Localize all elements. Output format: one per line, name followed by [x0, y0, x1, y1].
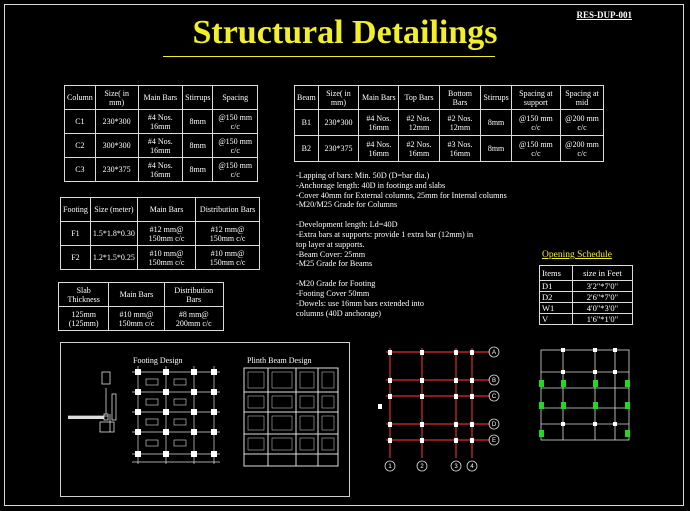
footing-plinth-drawings	[60, 342, 350, 497]
note-line: -Lapping of bars: Min. 50D (D=bar dia.)	[296, 171, 430, 180]
table-cell: @150 mm c/c	[511, 110, 560, 136]
table-cell: 230*375	[318, 136, 359, 162]
footing-table-header: Main Bars	[137, 198, 195, 222]
table-cell: 3'2"*7'0"	[572, 281, 632, 292]
footing-design-label: Footing Design	[133, 356, 183, 365]
table-cell: #2 Nos. 12mm	[439, 110, 481, 136]
note-line: -Footing Cover 50mm	[296, 288, 370, 298]
grid-col-label: 2	[420, 464, 424, 470]
beam-table-header: Beam	[295, 86, 319, 110]
grid-col-label: 4	[470, 464, 474, 470]
table-cell: #10 mm@ 150mm c/c	[137, 246, 195, 270]
footing-table-header: Size (meter)	[90, 198, 137, 222]
table-cell: C1	[65, 110, 96, 134]
column-table-header: Spacing	[213, 86, 258, 110]
table-cell: #12 mm@ 150mm c/c	[196, 222, 260, 246]
table-cell: #4 Nos. 16mm	[359, 136, 399, 162]
table-cell: C2	[65, 134, 96, 158]
schedule-header: Items	[540, 266, 573, 281]
table-cell: #3 Nos. 16mm	[439, 136, 481, 162]
slab-table-header: Main Bars	[109, 283, 164, 307]
table-cell: @150 mm c/c	[213, 134, 258, 158]
slab-table	[58, 282, 224, 331]
table-cell: B2	[295, 136, 319, 162]
column-table-header: Main Bars	[138, 86, 183, 110]
beam-table-header: Spacing at mid	[561, 86, 604, 110]
table-cell: V	[540, 314, 573, 325]
footing-table	[60, 197, 260, 270]
table-cell: D2	[540, 292, 573, 303]
table-cell: #2 Nos. 16mm	[399, 136, 439, 162]
footing-table-header: Footing	[61, 198, 91, 222]
schedule-header: size in Feet	[572, 266, 632, 281]
note-line: -M25 Grade for Beams	[296, 259, 373, 269]
table-cell: @200 mm c/c	[561, 136, 604, 162]
beam-table	[294, 85, 604, 162]
note-line: -Cover 40mm for External columns, 25mm for Internal columns	[296, 190, 507, 200]
general-notes	[296, 171, 536, 318]
grid-col-label: 3	[454, 464, 458, 470]
table-cell: #8 mm@ 200mm c/c	[164, 307, 223, 331]
note-line: columns (40D anchorage)	[296, 308, 382, 318]
beam-table-header: Size( in mm)	[318, 86, 359, 110]
plinth-beam-design-label: Plinth Beam Design	[247, 356, 312, 365]
table-cell: F1	[61, 222, 91, 246]
table-cell: #4 Nos. 16mm	[138, 134, 183, 158]
table-cell: #4 Nos. 16mm	[359, 110, 399, 136]
table-cell: #4 Nos. 16mm	[138, 158, 183, 182]
grid-col-label: 1	[388, 464, 392, 470]
table-cell: @150 mm c/c	[213, 110, 258, 134]
table-cell: @150 mm c/c	[213, 158, 258, 182]
table-cell: 8mm	[183, 158, 213, 182]
slab-table-header: Slab Thickness	[59, 283, 109, 307]
table-cell: 8mm	[481, 110, 511, 136]
note-line: -M20 Grade for Footing	[296, 279, 376, 289]
floor-plan-drawing	[535, 342, 635, 442]
beam-table-header: Bottom Bars	[439, 86, 481, 110]
table-cell: 4'0"*3'0"	[572, 303, 632, 314]
note-line: top layer at supports.	[296, 239, 365, 249]
footing-table-header: Distribution Bars	[196, 198, 260, 222]
table-cell: @150 mm c/c	[511, 136, 560, 162]
column-table-header: Column	[65, 86, 96, 110]
table-cell: #10 mm@ 150mm c/c	[109, 307, 164, 331]
table-cell: @200 mm c/c	[561, 110, 604, 136]
opening-schedule-title: Opening Schedule	[542, 250, 612, 260]
opening-schedule-table	[539, 265, 633, 325]
table-cell: 1.2*1.5*0.25	[90, 246, 137, 270]
column-table-header: Size( in mm)	[95, 86, 138, 110]
table-cell: 2'6"*7'0"	[572, 292, 632, 303]
page-title: Structural Detailings	[192, 14, 498, 51]
table-cell: C3	[65, 158, 96, 182]
table-cell: 8mm	[183, 110, 213, 134]
table-cell: B1	[295, 110, 319, 136]
column-grid-layout	[372, 342, 512, 477]
note-line: -Beam Cover: 25mm	[296, 249, 366, 259]
table-cell: #4 Nos. 16mm	[138, 110, 183, 134]
table-cell: 8mm	[481, 136, 511, 162]
table-cell: 1.5*1.8*0.30	[90, 222, 137, 246]
grid-row-label: A	[491, 350, 497, 356]
grid-row-label: E	[491, 438, 497, 444]
table-cell: #10 mm@ 150mm c/c	[196, 246, 260, 270]
beam-table-header: Main Bars	[359, 86, 399, 110]
title-underline	[163, 56, 495, 57]
column-table-header: Stirrups	[183, 86, 213, 110]
table-cell: 230*300	[318, 110, 359, 136]
beam-table-header: Stirrups	[481, 86, 511, 110]
table-cell: D1	[540, 281, 573, 292]
table-cell: #12 mm@ 150mm c/c	[137, 222, 195, 246]
table-cell: F2	[61, 246, 91, 270]
note-line: -Extra bars at supports: provide 1 extra bar (12mm) in	[296, 229, 474, 239]
column-table	[64, 85, 258, 182]
slab-table-header: Distribution Bars	[164, 283, 223, 307]
drawing-reference: RES-DUP-001	[576, 10, 632, 20]
grid-row-label: D	[491, 422, 497, 428]
grid-row-label: C	[491, 394, 497, 400]
table-cell: 230*375	[95, 158, 138, 182]
table-cell: 8mm	[183, 134, 213, 158]
note-line: -Anchorage length: 40D in footings and slabs	[296, 180, 446, 190]
note-line: -Development length: Ld=40D	[296, 220, 398, 230]
table-cell: 1'6"*1'0"	[572, 314, 632, 325]
note-line: -M20/M25 Grade for Columns	[296, 200, 398, 210]
beam-table-header: Spacing at support	[511, 86, 560, 110]
table-cell: 125mm (125mm)	[59, 307, 109, 331]
grid-row-label: B	[491, 378, 497, 384]
table-cell: 300*300	[95, 134, 138, 158]
table-cell: #2 Nos. 12mm	[399, 110, 439, 136]
note-line: -Dowels: use 16mm bars extended into	[296, 298, 425, 308]
beam-table-header: Top Bars	[399, 86, 439, 110]
table-cell: 230*300	[95, 110, 138, 134]
table-cell: W1	[540, 303, 573, 314]
